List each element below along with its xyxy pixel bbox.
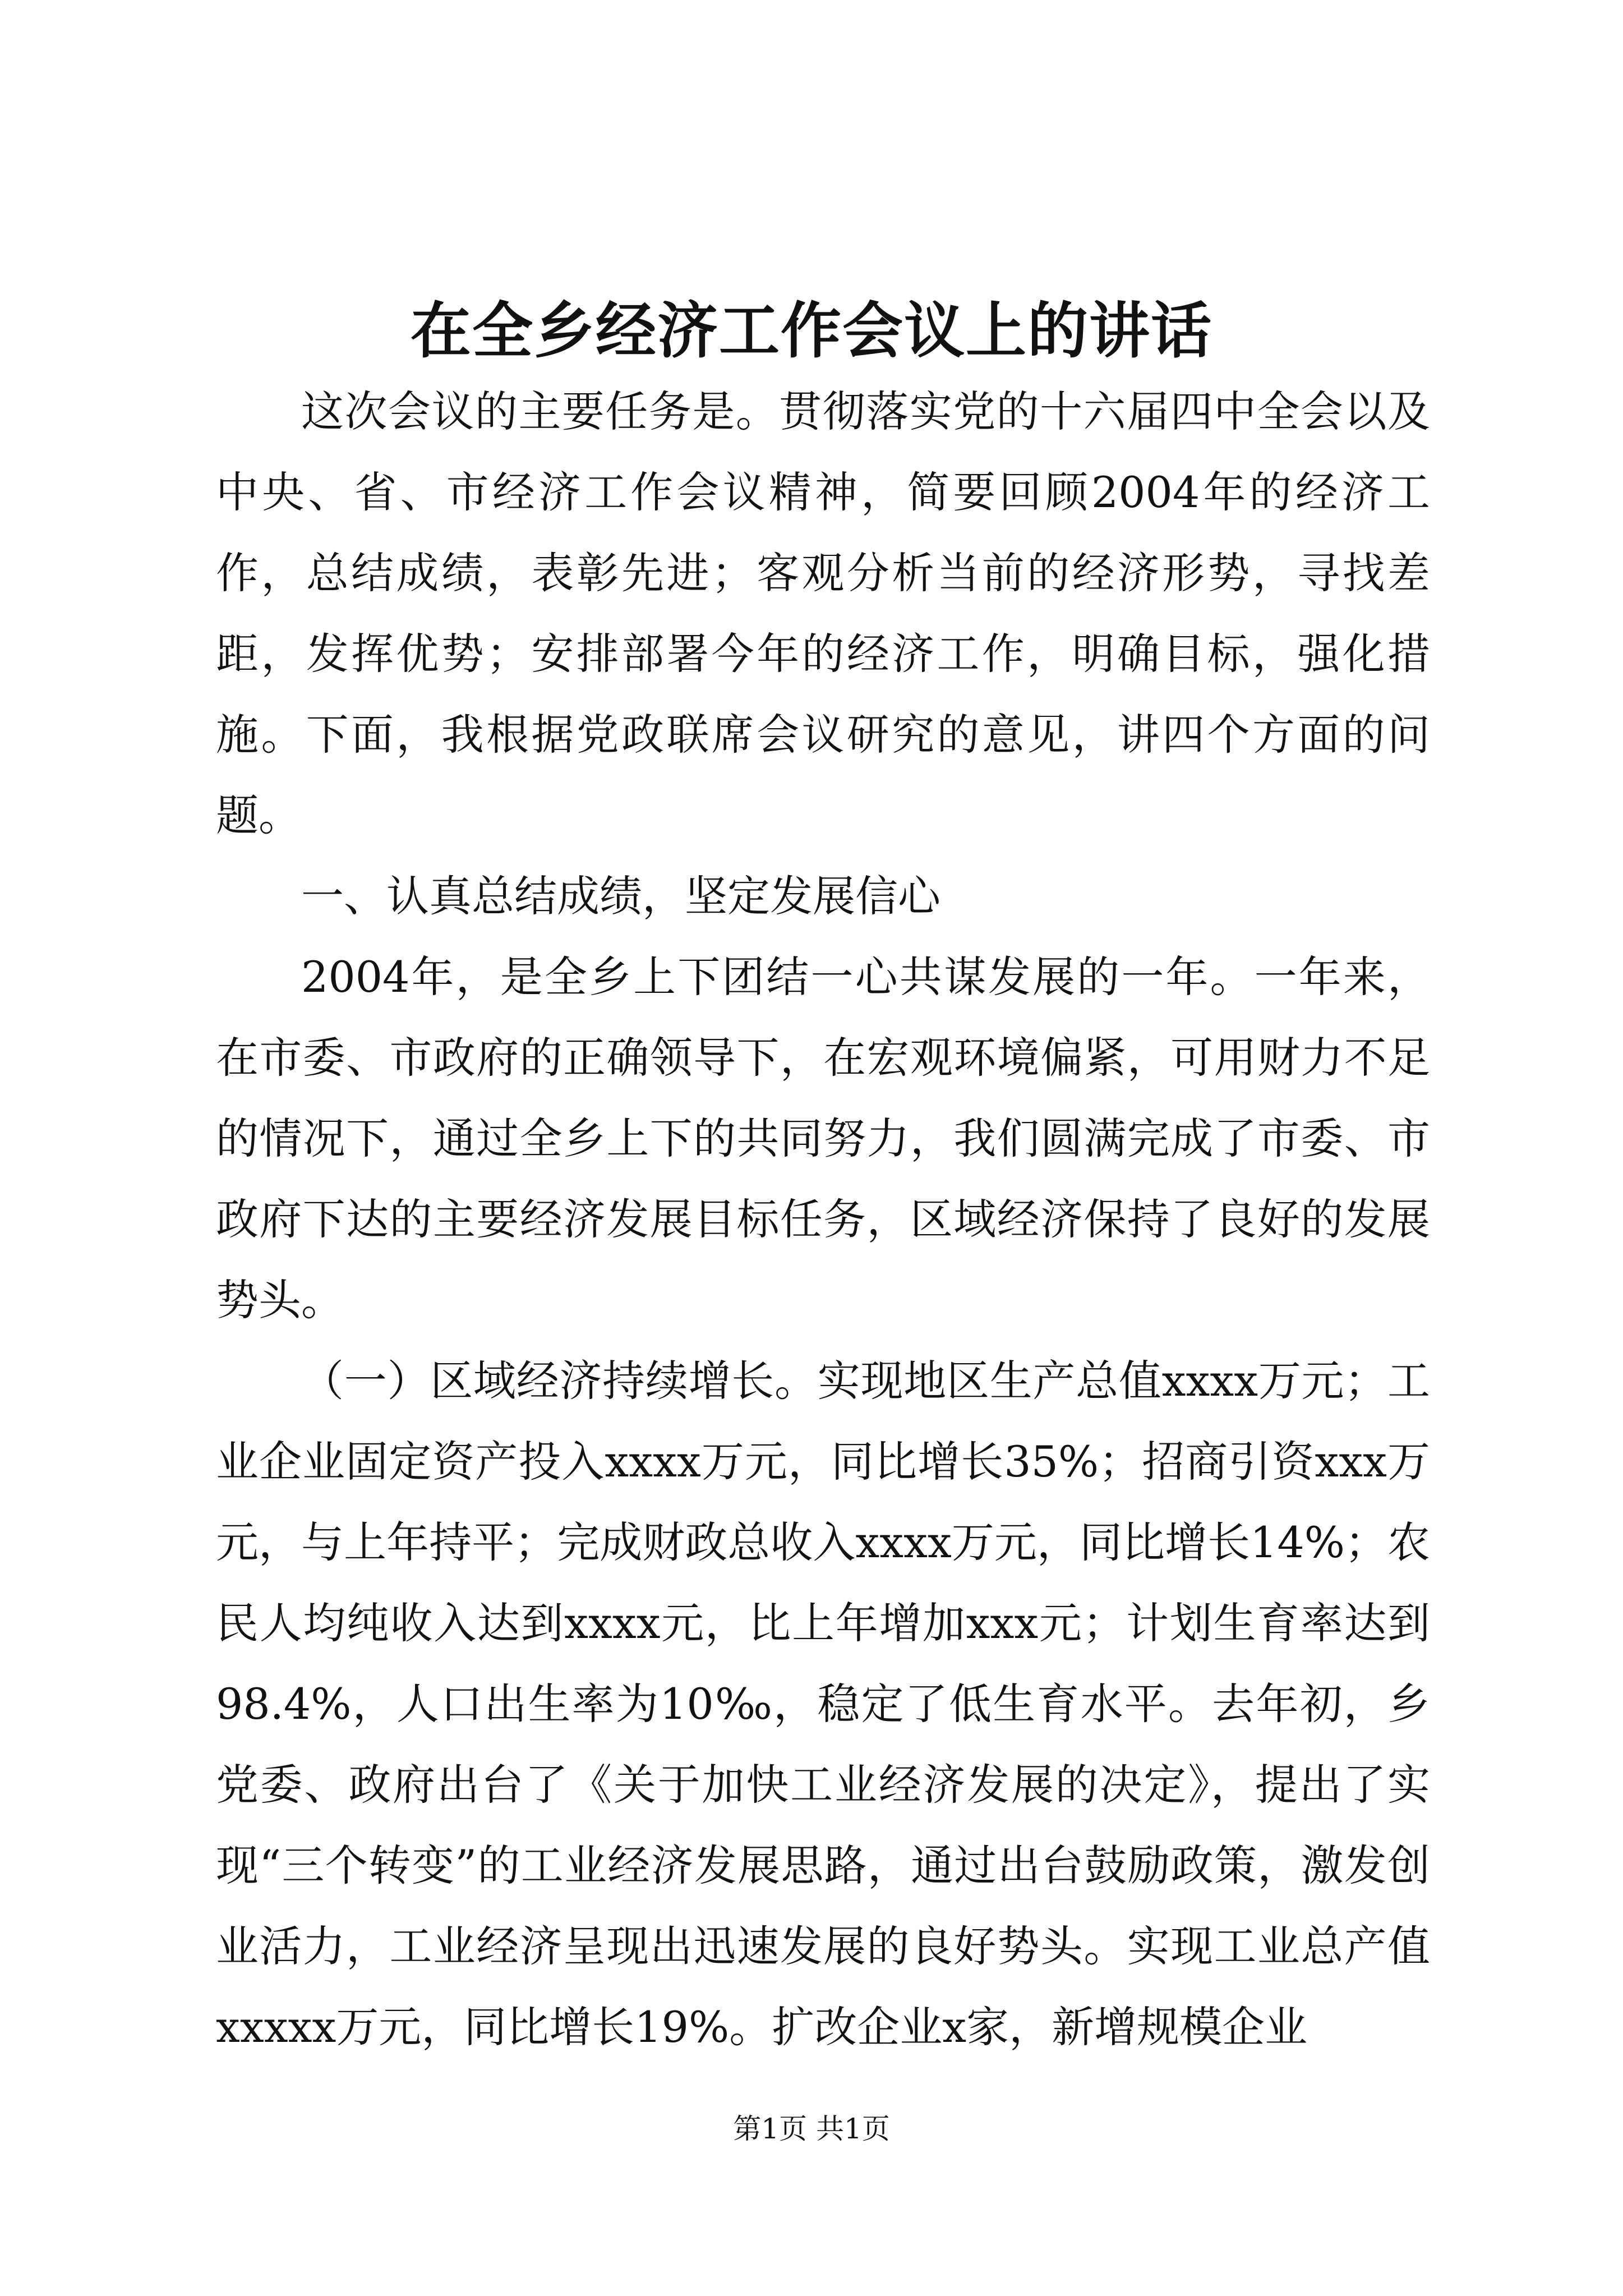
paragraph-regional-economy: （一）区域经济持续增长。实现地区生产总值xxxx万元；工业企业固定资产投入xxxx万元，同比增长35%；招商引资xxx万元，与上年持平；完成财政总收入xxxx万元，同比增长14%；农民人均纯收入达到xxxx元，比上年增加xxx元；计划生育率达到98.4%，人口出生率为10‰，稳定了低生育水平。去年初，乡党委、政府出台了《关于加快工业经济发展的决定》，提出了实现“三个转变”的工业经济发展思路，通过出台鼓励政策，激发创业活力，工业经济呈现出迅速发展的良好势头。实现工业总产值xxxxx万元，同比增长19%。扩改企业x家，新增规模企业 bbox=[216, 1356, 1430, 2052]
section-heading-1: 一、认真总结成绩，坚定发展信心 bbox=[301, 871, 940, 921]
document-title: 在全乡经济工作会议上的讲话 bbox=[410, 296, 1212, 366]
document-body bbox=[216, 371, 1430, 2068]
paragraph-2004-review: 2004年，是全乡上下团结一心共谋发展的一年。一年来，在市委、市政府的正确领导下，在宏观环境偏紧，可用财力不足的情况下，通过全乡上下的共同努力，我们圆满完成了市委、市政府下达的主要经济发展目标任务，区域经济保持了良好的发展势头。 bbox=[216, 952, 1430, 1325]
paragraph-intro: 这次会议的主要任务是。贯彻落实党的十六届四中全会以及中央、省、市经济工作会议精神，简要回顾2004年的经济工作，总结成绩，表彰先进；客观分析当前的经济形势，寻找差距，发挥优势；安排部署今年的经济工作，明确目标，强化措施。下面，我根据党政联席会议研究的意见，讲四个方面的问题。 bbox=[216, 386, 1430, 840]
page-footer: 第1页 共1页 bbox=[733, 2113, 890, 2145]
